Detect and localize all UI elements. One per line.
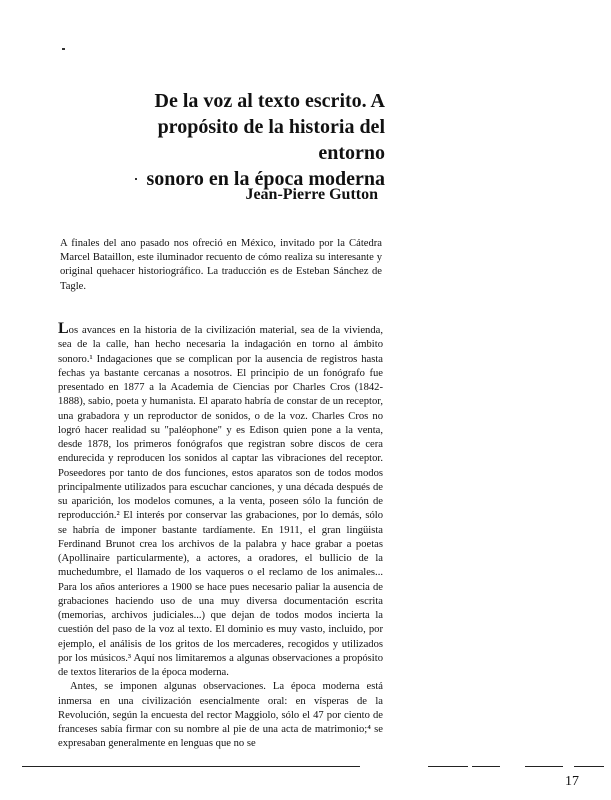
title-line-1: De la voz al texto escrito. A (154, 90, 385, 112)
paragraph-2: Antes, se imponen algunas observaciones. La época moderna está inmersa en una civilización esencialmente oral: en vísperas de la Revolución, según la encuesta del rector Maggiolo, sólo el 47 por ciento de franceses sabía firmar con su nombre al pie de una acta de matrimonio;⁴ se expresaban generalmente en lenguas que no se (58, 681, 383, 750)
title-line-2: propósito de la historia del entorno (157, 116, 385, 164)
footnote-rule (22, 766, 360, 767)
right-rule-3 (525, 766, 563, 767)
paragraph-1 (58, 322, 383, 680)
speck-mark (62, 48, 65, 50)
speck-mark (135, 178, 137, 180)
abstract-paragraph: A finales del ano pasado nos ofreció en México, invitado por la Cátedra Marcel Bataillon, este iluminador recuento de cómo realiza su interesante y original quehacer historiográfico. La traducción es de Esteban Sánchez de Tagle. (60, 238, 382, 292)
title-line-3: sonoro en la época moderna (146, 168, 385, 190)
paragraph-1-text: os avances en la historia de la civilización material, sea de la vivienda, sea de la calle, han hecho necesaria la indagación en torno al ámbito sonoro.¹ Indagaciones que se complican por la ausencia de registros hasta fechas ya bastante cercanas a nosotros. El principio de un fonógrafo fue presentado en 1877 a la Academia de Ciencias por Charles Cros (1842-1888), sabio, poeta y humanista. El aparato habría de constar de un receptor, una grabadora y un reproductor de sonidos, o de la voz. Charles Cros no logró hacer realidad su "paléophone" y es Edison quien pone a la venta, desde 1878, los primeros fonógrafos que registran sobre discos de cera endurecida y reproducen los sonidos al captar las vibraciones del receptor. Poseedores por tanto de dos funciones, estos aparatos son de todos modos principalmente utilizados para escuchar canciones, y una década después de su aparición, los modelos comunes, a la venta, poseen sólo la función de reproducción.² El interés por conservar las grabaciones, por lo demás, sólo se habría de imponer bastante tardíamente. En 1911, el gran lingüista Ferdinand Brunot crea los archivos de la palabra y hace grabar a poetas (Apollinaire particularmente), a actores, a oradores, el bullicio de la muchedumbre, el llamado de los vaqueros o el reclamo de los animales... Para los años anteriores a 1900 se hace pues necesario paliar la ausencia de grabaciones haciendo uso de una muy diversa documentación escrita (memorias, archivos judiciales...) que dejan de todos modos incierta la cuestión del paso de la voz al texto. El dominio es muy vasto, incluido, por ejemplo, el análisis de los gritos de los mercaderes, recogidos y utilizados por los músicos.³ Aquí nos limitaremos a algunas observaciones a propósito de textos literarios de la época moderna. (58, 325, 383, 678)
author-name: Jean-Pierre Gutton (245, 186, 378, 203)
page-number: 17 (565, 774, 579, 789)
body-text (58, 322, 383, 752)
right-rule-4 (574, 766, 604, 767)
article-title (100, 88, 385, 192)
drop-cap: L (58, 320, 69, 337)
right-rule-2 (472, 766, 500, 767)
right-rule-1 (428, 766, 468, 767)
